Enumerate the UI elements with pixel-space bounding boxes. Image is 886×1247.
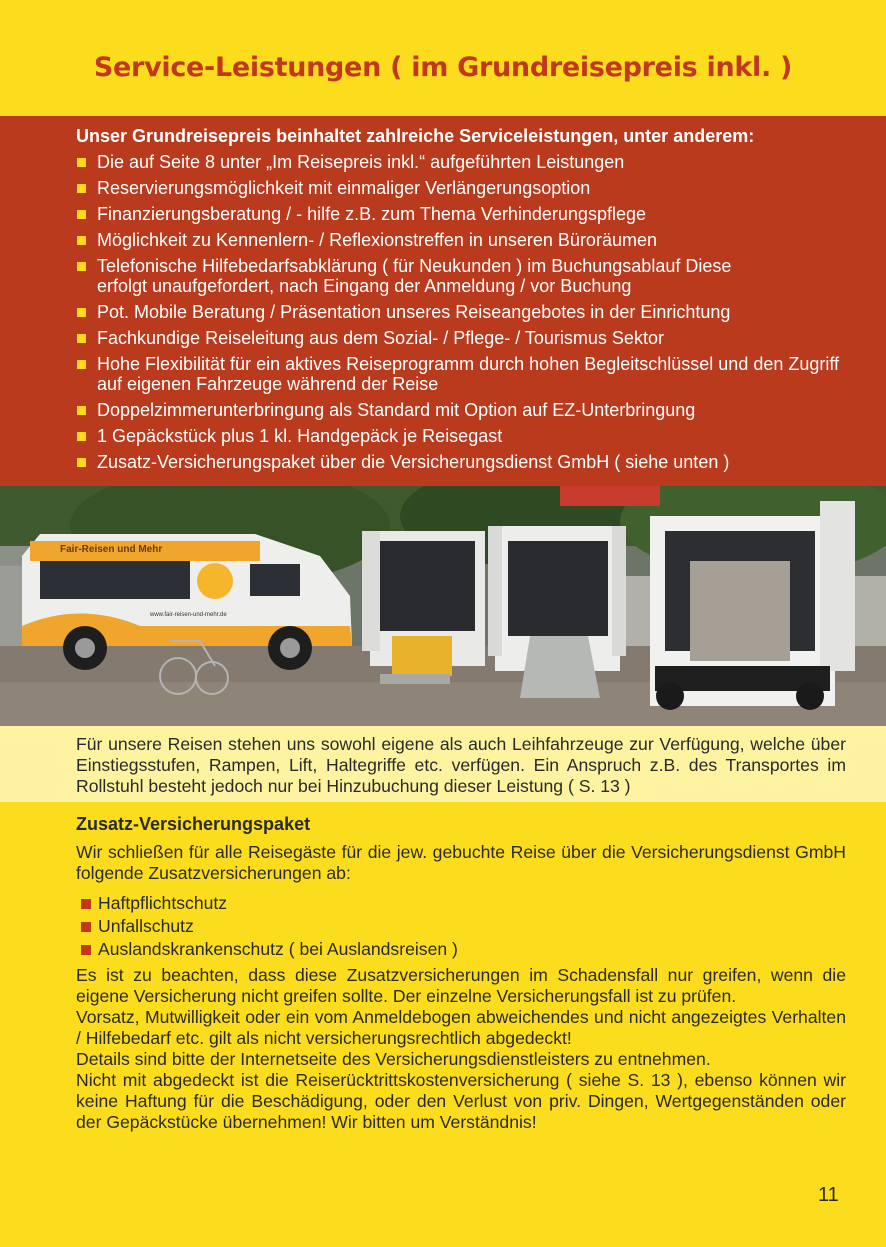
bullet-square-icon (77, 458, 86, 467)
list-item: Zusatz-Versicherungspaket über die Versicherungsdienst GmbH ( siehe unten ) (76, 452, 866, 472)
vehicle-caption: Für unsere Reisen stehen uns sowohl eigene als auch Leihfahrzeuge zur Verfügung, welche über Einstiegsstufen, Rampen, Lift, Haltegriffe etc. verfügen. Ein Anspruch z.B. des Transportes im Rollstuhl besteht jedoch nur bei Hinzubuchung dieser Leistung ( S. 13 ) (76, 734, 846, 796)
list-item: Möglichkeit zu Kennenlern- / Reflexionstreffen in unseren Büroräumen (76, 230, 866, 250)
bullet-square-icon (77, 236, 86, 245)
van-2 (362, 531, 485, 684)
insurance-paragraph: Vorsatz, Mutwilligkeit oder ein vom Anmeldebogen abweichendes und nicht angezeigtes Verhalten / Hilfebedarf etc. gilt als nicht versicherungsrechtlich abgedeckt! (76, 1007, 846, 1048)
vehicles-photo (0, 486, 886, 726)
bullet-square-icon (77, 360, 86, 369)
bullet-square-icon (81, 945, 91, 955)
bullet-square-icon (81, 922, 91, 932)
list-item: Reservierungsmöglichkeit mit einmaliger Verlängerungsoption (76, 178, 866, 198)
list-item: Die auf Seite 8 unter „Im Reisepreis inkl.“ aufgeführten Leistungen (76, 152, 866, 172)
list-item: Doppelzimmerunterbringung als Standard mit Option auf EZ-Unterbringung (76, 400, 866, 420)
caption-band (0, 726, 886, 802)
insurance-paragraph: Details sind bitte der Internetseite des Versicherungsdienstleisters zu entnehmen. (76, 1049, 711, 1069)
list-item: Hohe Flexibilität für ein aktives Reiseprogramm durch hohen Begleitschlüssel und den Zugriff auf eigenen Fahrzeuge während der Reise (76, 354, 867, 394)
list-item: Finanzierungsberatung / - hilfe z.B. zum Thema Verhinderungspflege (76, 204, 866, 224)
services-lead: Unser Grundreisepreis beinhaltet zahlreiche Serviceleistungen, unter anderem: (76, 126, 755, 146)
bullet-square-icon (77, 334, 86, 343)
bullet-square-icon (77, 432, 86, 441)
list-item: Pot. Mobile Beratung / Präsentation unseres Reiseangebotes in der Einrichtung (76, 302, 866, 322)
insurance-paragraph: Nicht mit abgedeckt ist die Reiserücktrittskostenversicherung ( siehe S. 13 ), ebenso können wir keine Haftung für die Beschädigung, oder den Verlust von priv. Dingen, Wertgegenständen oder der Gepäckstücke übernehmen! Wir bitten um Verständnis! (76, 1070, 846, 1132)
insurance-intro: Wir schließen für alle Reisegäste für die jew. gebuchte Reise über die Versicherungsdienst GmbH folgende Zusatzversicherungen ab: (76, 842, 846, 883)
list-item: Fachkundige Reiseleitung aus dem Sozial- / Pflege- / Tourismus Sektor (76, 328, 866, 348)
list-item: Haftpflichtschutz (76, 892, 846, 915)
page-number: 11 (818, 1184, 839, 1206)
list-item: 1 Gepäckstück plus 1 kl. Handgepäck je Reisegast (76, 426, 866, 446)
bullet-square-icon (81, 899, 91, 909)
title-band (0, 0, 886, 116)
van-4 (650, 501, 855, 710)
page-title: Service-Leistungen ( im Grundreisepreis inkl. ) (93, 52, 793, 83)
insurance-heading: Zusatz-Versicherungspaket (76, 814, 311, 834)
list-item: Auslandskrankenschutz ( bei Auslandsreisen ) (76, 938, 846, 961)
services-section (0, 116, 886, 486)
bullet-square-icon (77, 184, 86, 193)
list-item: Unfallschutz (76, 915, 846, 938)
bullet-square-icon (77, 158, 86, 167)
list-item: Telefonische Hilfebedarfsabklärung ( für Neukunden ) im Buchungsablauf Diese erfolgt unaufgefordert, nach Eingang der Anmeldung / vor Buchung (76, 256, 777, 296)
insurance-list (76, 892, 846, 961)
bullet-square-icon (77, 262, 86, 271)
vehicles-illustration (0, 486, 886, 726)
insurance-paragraph: Es ist zu beachten, dass diese Zusatzversicherungen im Schadensfall nur greifen, wenn die eigene Versicherung nicht greifen sollte. Der einzelne Versicherungsfall ist zu prüfen. (76, 965, 846, 1006)
bullet-square-icon (77, 210, 86, 219)
bullet-square-icon (77, 406, 86, 415)
services-list (76, 152, 866, 478)
insurance-section (76, 812, 846, 1133)
van-logo-text: Fair-Reisen und Mehr (60, 544, 163, 555)
van-url-text: www.fair-reisen-und-mehr.de (150, 612, 227, 618)
bullet-square-icon (77, 308, 86, 317)
